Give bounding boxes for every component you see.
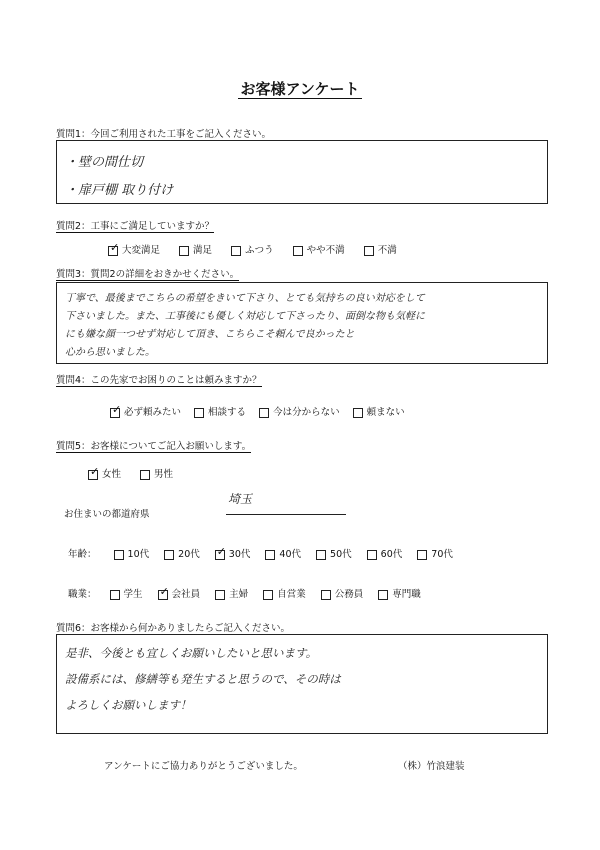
checkbox-checked-icon[interactable] <box>215 550 225 560</box>
intent-option[interactable]: 頼まない <box>353 407 405 418</box>
job-option[interactable]: 公務員 <box>321 589 364 600</box>
checkbox-icon[interactable] <box>114 550 124 560</box>
checkbox-icon[interactable] <box>263 590 273 600</box>
age-option[interactable]: 60代 <box>367 549 403 560</box>
satisfaction-option[interactable]: やや不満 <box>293 245 345 256</box>
checkbox-checked-icon[interactable] <box>158 590 168 600</box>
job-option[interactable]: 主婦 <box>215 589 248 600</box>
question-1-answer-box <box>56 140 548 204</box>
checkbox-icon[interactable] <box>321 590 331 600</box>
job-option[interactable]: 自営業 <box>263 589 306 600</box>
survey-title: お客様アンケート <box>240 80 360 98</box>
question-6-label: 質問6：お客様から何かありましたらご記入ください。 <box>56 623 291 634</box>
question-3-answer-line: にも嫌な顔一つせず対応して頂き、こちらこそ頼んで良かったと <box>65 329 355 340</box>
intent-option[interactable]: 相談する <box>194 407 246 418</box>
question-3-label: 質問3：質問2の詳細をおきかせください。 <box>56 269 240 280</box>
satisfaction-option[interactable]: 不満 <box>364 245 397 256</box>
question-2-options <box>108 242 413 256</box>
question-6-answer-box <box>56 634 548 734</box>
age-option[interactable]: ✓ 30代 <box>215 549 251 560</box>
gender-option[interactable]: 男性 <box>140 469 173 480</box>
question-4-options <box>110 404 415 418</box>
thanks-message: アンケートにご協力ありがとうございました。 <box>104 761 303 772</box>
checkbox-icon[interactable] <box>215 590 225 600</box>
question-3-answer-box <box>56 282 548 364</box>
checkbox-icon[interactable] <box>293 246 303 256</box>
checkbox-icon[interactable] <box>417 550 427 560</box>
checkbox-icon[interactable] <box>231 246 241 256</box>
age-row <box>68 546 453 560</box>
company-name: （株）竹浪建装 <box>398 761 465 772</box>
checkbox-icon[interactable] <box>367 550 377 560</box>
question-5-label: 質問5：お客様についてご記入お願いします。 <box>56 441 252 452</box>
checkbox-icon[interactable] <box>316 550 326 560</box>
checkbox-icon[interactable] <box>265 550 275 560</box>
checkbox-icon[interactable] <box>353 408 363 418</box>
job-label: 職業： <box>68 589 97 600</box>
checkbox-checked-icon[interactable] <box>110 408 120 418</box>
intent-option[interactable]: ✓必ず頼みたい <box>110 407 181 418</box>
checkbox-icon[interactable] <box>194 408 204 418</box>
checkbox-icon[interactable] <box>164 550 174 560</box>
checkbox-icon[interactable] <box>378 590 388 600</box>
checkbox-icon[interactable] <box>140 470 150 480</box>
question-6-answer-line: よろしくお願いします！ <box>65 698 192 712</box>
prefecture-value: 埼玉 <box>228 492 253 506</box>
checkbox-icon[interactable] <box>110 590 120 600</box>
question-6-answer-line: 設備系には、修繕等も発生すると思うので、その時は <box>65 672 341 686</box>
intent-option[interactable]: 今は分からない <box>259 407 340 418</box>
job-option[interactable]: 専門職 <box>378 589 421 600</box>
age-option[interactable]: 20代 <box>164 549 200 560</box>
satisfaction-option[interactable]: 満足 <box>179 245 212 256</box>
job-option[interactable]: ✓ 会社員 <box>158 589 201 600</box>
gender-option[interactable]: ✓女性 <box>88 469 121 480</box>
checkbox-icon[interactable] <box>179 246 189 256</box>
age-option[interactable]: 70代 <box>417 549 453 560</box>
gender-options <box>88 466 189 480</box>
job-option[interactable]: 学生 <box>110 589 143 600</box>
age-option[interactable]: 10代 <box>114 549 150 560</box>
checkbox-icon[interactable] <box>364 246 374 256</box>
checkbox-checked-icon[interactable] <box>108 246 118 256</box>
age-option[interactable]: 50代 <box>316 549 352 560</box>
question-2-label: 質問2：工事にご満足していますか？ <box>56 221 215 232</box>
prefecture-underline <box>226 514 346 515</box>
prefecture-label: お住まいの都道府県 <box>64 509 150 520</box>
question-1-label: 質問1：今回ご利用された工事をご記入ください。 <box>56 129 272 140</box>
question-1-answer-line: ・壁の間仕切 <box>65 155 144 170</box>
question-1-answer-line: ・扉戸棚 取り付け <box>65 183 174 198</box>
satisfaction-option[interactable]: ふつう <box>231 245 274 256</box>
question-3-answer-line: 丁寧で、最後までこちらの希望をきいて下さり、とても気持ちの良い対応をして <box>65 293 425 304</box>
checkbox-icon[interactable] <box>259 408 269 418</box>
checkbox-checked-icon[interactable] <box>88 470 98 480</box>
age-label: 年齢： <box>68 549 97 560</box>
satisfaction-option[interactable]: ✓大変満足 <box>108 245 160 256</box>
question-4-label: 質問4：この先家でお困りのことは頼みますか？ <box>56 375 262 386</box>
job-row <box>68 586 421 600</box>
question-3-answer-line: 下さいました。また、工事後にも優しく対応して下さったり、面倒な物も気軽に <box>65 311 425 322</box>
question-3-answer-line: 心から思いました。 <box>65 347 155 358</box>
age-option[interactable]: 40代 <box>265 549 301 560</box>
question-6-answer-line: 是非、今後とも宜しくお願いしたいと思います。 <box>65 646 318 660</box>
